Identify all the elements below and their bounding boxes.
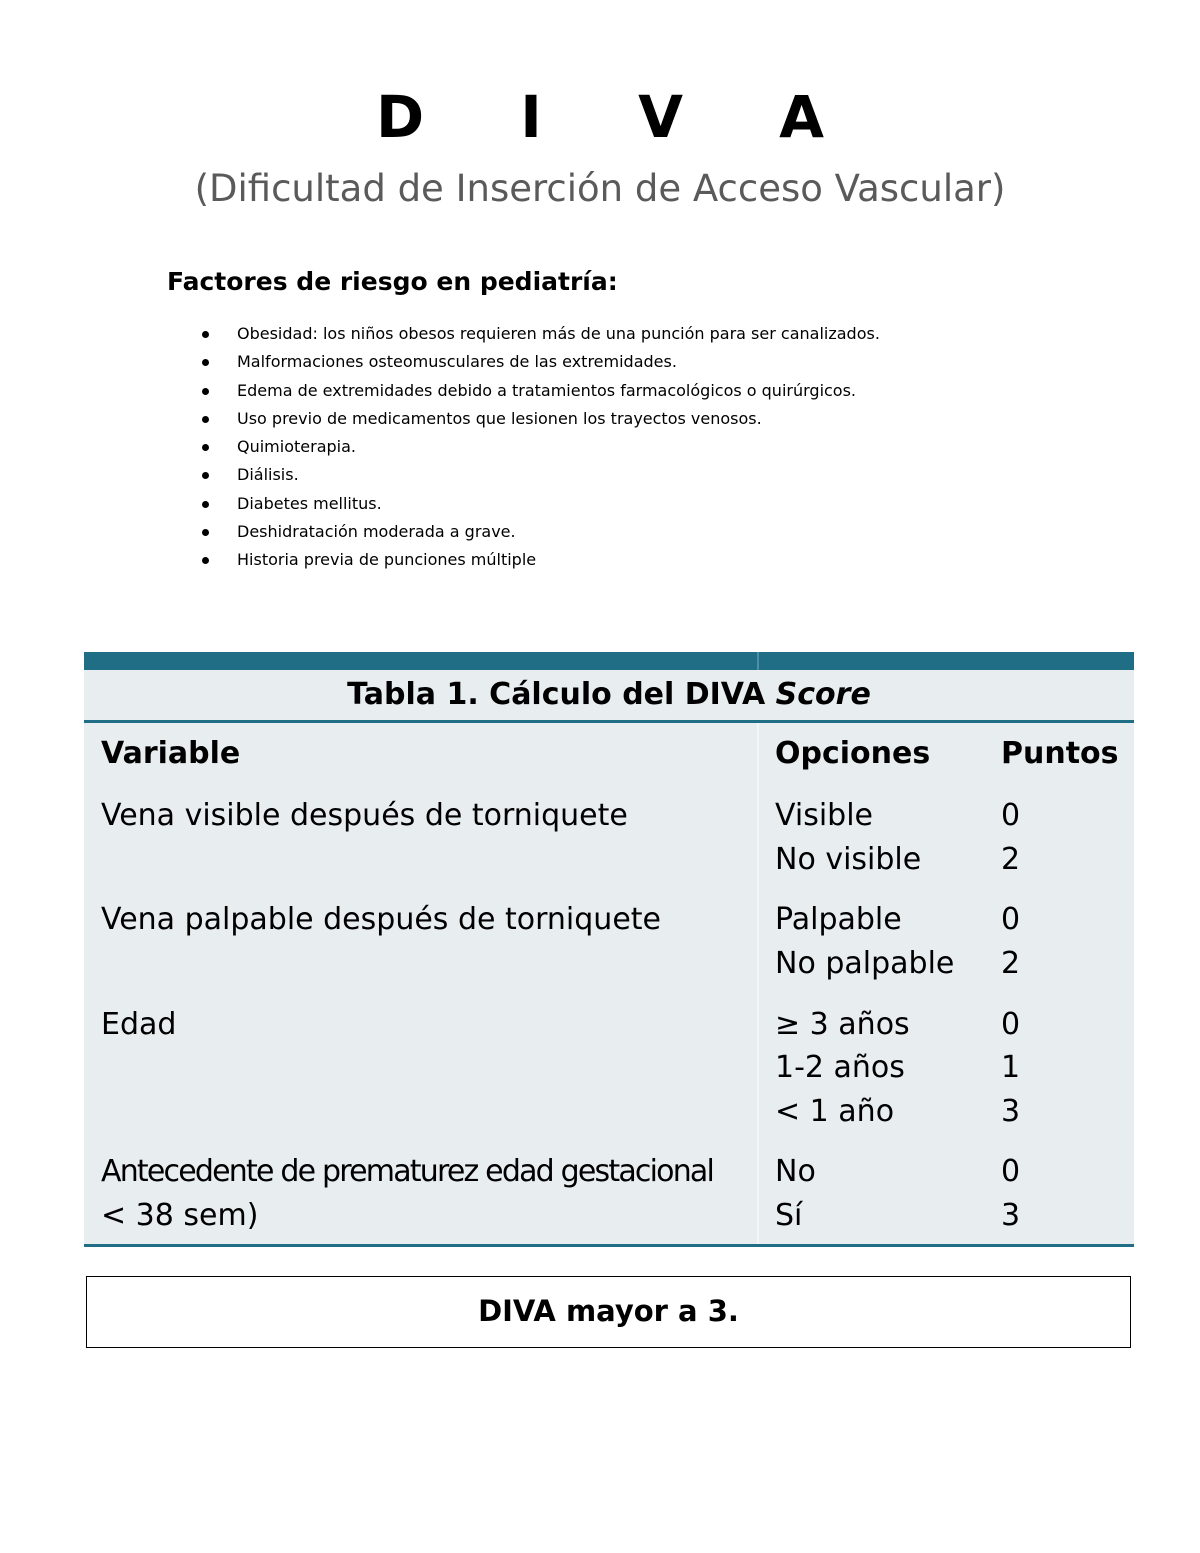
row-variable-cell: Vena visible después de torniquete (101, 798, 628, 833)
table-top-bar-divider (757, 652, 759, 670)
list-item: Diabetes mellitus. (200, 490, 880, 518)
list-item: Quimioterapia. (200, 433, 880, 461)
row-points-cell: 0 (1001, 1007, 1021, 1042)
document-subtitle: (Dificultad de Inserción de Acceso Vascular) (194, 167, 1006, 210)
document-title: D I V A (375, 83, 863, 151)
row-option-cell: No palpable (775, 946, 955, 981)
list-item: Deshidratación moderada a grave. (200, 518, 880, 546)
row-variable-cell: Vena palpable después de torniquete (101, 902, 661, 937)
row-option-cell: < 1 año (775, 1094, 895, 1129)
row-option-cell: 1-2 años (775, 1050, 905, 1085)
row-points-cell: 0 (1001, 1154, 1021, 1189)
list-item: Historia previa de punciones múltiple (200, 546, 880, 574)
conclusion-text: DIVA mayor a 3. (478, 1294, 739, 1328)
table-caption-italic: Score (775, 677, 871, 712)
row-points-cell: 2 (1001, 946, 1021, 981)
row-option-cell: No (775, 1154, 816, 1189)
row-points-cell: 0 (1001, 902, 1021, 937)
row-variable-cell: Antecedente de prematurez edad gestacional (101, 1154, 714, 1189)
list-item: Obesidad: los niños obesos requieren más de una punción para ser canalizados. (200, 320, 880, 348)
risk-factors-heading: Factores de riesgo en pediatría: (167, 267, 618, 296)
row-points-cell: 3 (1001, 1198, 1021, 1233)
conclusion-box (86, 1276, 1131, 1348)
risk-factors-list (200, 320, 880, 575)
row-points-cell: 1 (1001, 1050, 1021, 1085)
table-column-separator (757, 723, 759, 1244)
header-points: Puntos (1001, 736, 1119, 771)
list-item: Uso previo de medicamentos que lesionen los trayectos venosos. (200, 405, 880, 433)
row-variable-cell: < 38 sem) (101, 1198, 259, 1233)
row-option-cell: Palpable (775, 902, 902, 937)
row-points-cell: 2 (1001, 842, 1021, 877)
header-options: Opciones (775, 736, 931, 771)
row-variable-cell: Edad (101, 1007, 177, 1042)
list-item: Diálisis. (200, 461, 880, 489)
row-option-cell: Sí (775, 1198, 803, 1233)
diva-score-table (84, 652, 1134, 1247)
row-points-cell: 0 (1001, 798, 1021, 833)
table-top-bar (84, 652, 1134, 670)
row-points-cell: 3 (1001, 1094, 1021, 1129)
row-option-cell: ≥ 3 años (775, 1007, 910, 1042)
table-caption-text: Tabla 1. Cálculo del DIVA (347, 677, 776, 712)
table-caption (84, 670, 1134, 720)
list-item: Edema de extremidades debido a tratamientos farmacológicos o quirúrgicos. (200, 377, 880, 405)
header-variable: Variable (101, 736, 241, 771)
row-option-cell: Visible (775, 798, 873, 833)
list-item: Malformaciones osteomusculares de las extremidades. (200, 348, 880, 376)
table-caption-rule (84, 720, 1134, 723)
row-option-cell: No visible (775, 842, 922, 877)
